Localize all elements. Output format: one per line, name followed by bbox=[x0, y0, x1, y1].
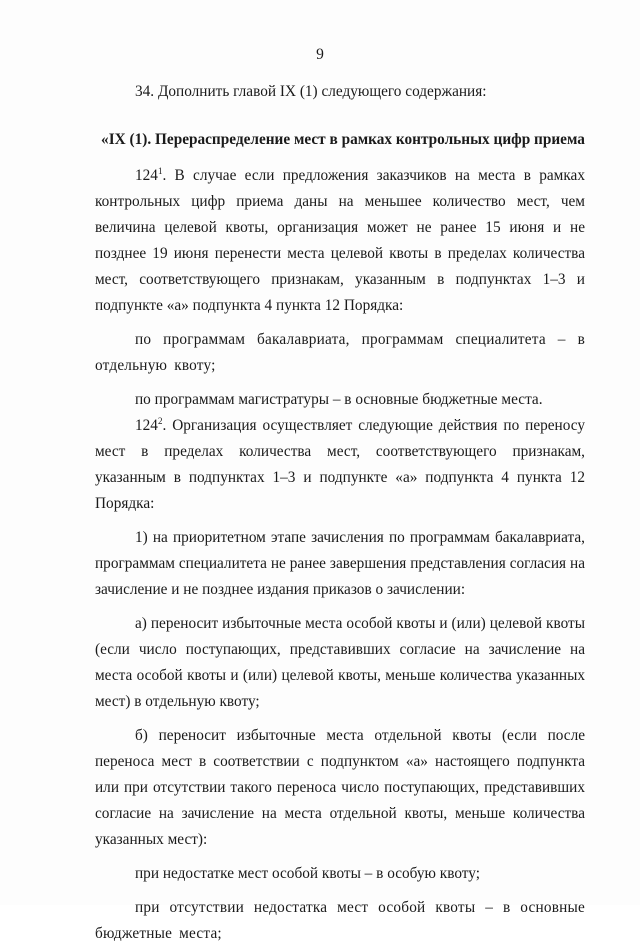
paragraph-number: 124 bbox=[135, 167, 158, 184]
paragraph-text: . Организация осуществляет следующие действия по переносу мест в пределах количества мест, соответствующего признакам, указанным в подпунктах 1–3 и подпункте «а» подпункта 4 пункта 12 Порядка: bbox=[95, 417, 585, 512]
paragraph-124-2 bbox=[95, 413, 585, 517]
list-item: а) переносит избыточные места особой квоты и (или) целевой квоты (если число поступающих, представивших согласие на зачисление на места особой квоты и (или) целевой квоты, меньше количества указанных мест) в отдельную квоту; bbox=[95, 615, 585, 710]
paragraph-text: . В случае если предложения заказчиков на места в рамках контрольных цифр приема даны на меньшее количество мест, чем величина целевой квоты, организация может не ранее 15 июня и не позднее 19 июня перенести места целевой квоты в пределах количества мест, соответствующего признакам, указанным в подпунктах 1–3 и подпункте «а» подпункта 4 пункта 12 Порядка: bbox=[95, 167, 585, 314]
chapter-heading: «IX (1). Перераспределение мест в рамках контрольных цифр приема bbox=[101, 131, 585, 148]
list-item: по программам бакалавриата, программам специалитета – в отдельную квоту; bbox=[95, 331, 585, 374]
paragraph-superscript: 1 bbox=[157, 165, 163, 176]
document-body bbox=[95, 70, 585, 947]
amendment-intro: 34. Дополнить главой IX (1) следующего содержания: bbox=[135, 83, 487, 100]
paragraph-number: 124 bbox=[135, 417, 158, 434]
paragraph-124-1 bbox=[95, 163, 585, 319]
paragraph-superscript: 2 bbox=[157, 415, 163, 426]
list-item: при недостатке мест особой квоты – в особую квоту; bbox=[135, 865, 480, 882]
list-item: б) переносит избыточные места отдельной квоты (если после переноса мест в соответствии с подпунктом «а» настоящего подпункта или при отсутствии такого переноса число поступающих, представивших согласие на зачисление на места отдельной квоты, меньше количества указанных мест): bbox=[95, 727, 585, 848]
list-item: по программам магистратуры – в основные бюджетные места. bbox=[135, 391, 543, 408]
list-item: при отсутствии недостатка мест особой квоты – в основные бюджетные места; bbox=[95, 899, 585, 942]
page-number: 9 bbox=[316, 46, 324, 63]
list-item: 1) на приоритетном этапе зачисления по программам бакалавриата, программам специалитета не ранее завершения представления согласия на зачисление и не позднее издания приказов о зачислении: bbox=[95, 529, 585, 598]
